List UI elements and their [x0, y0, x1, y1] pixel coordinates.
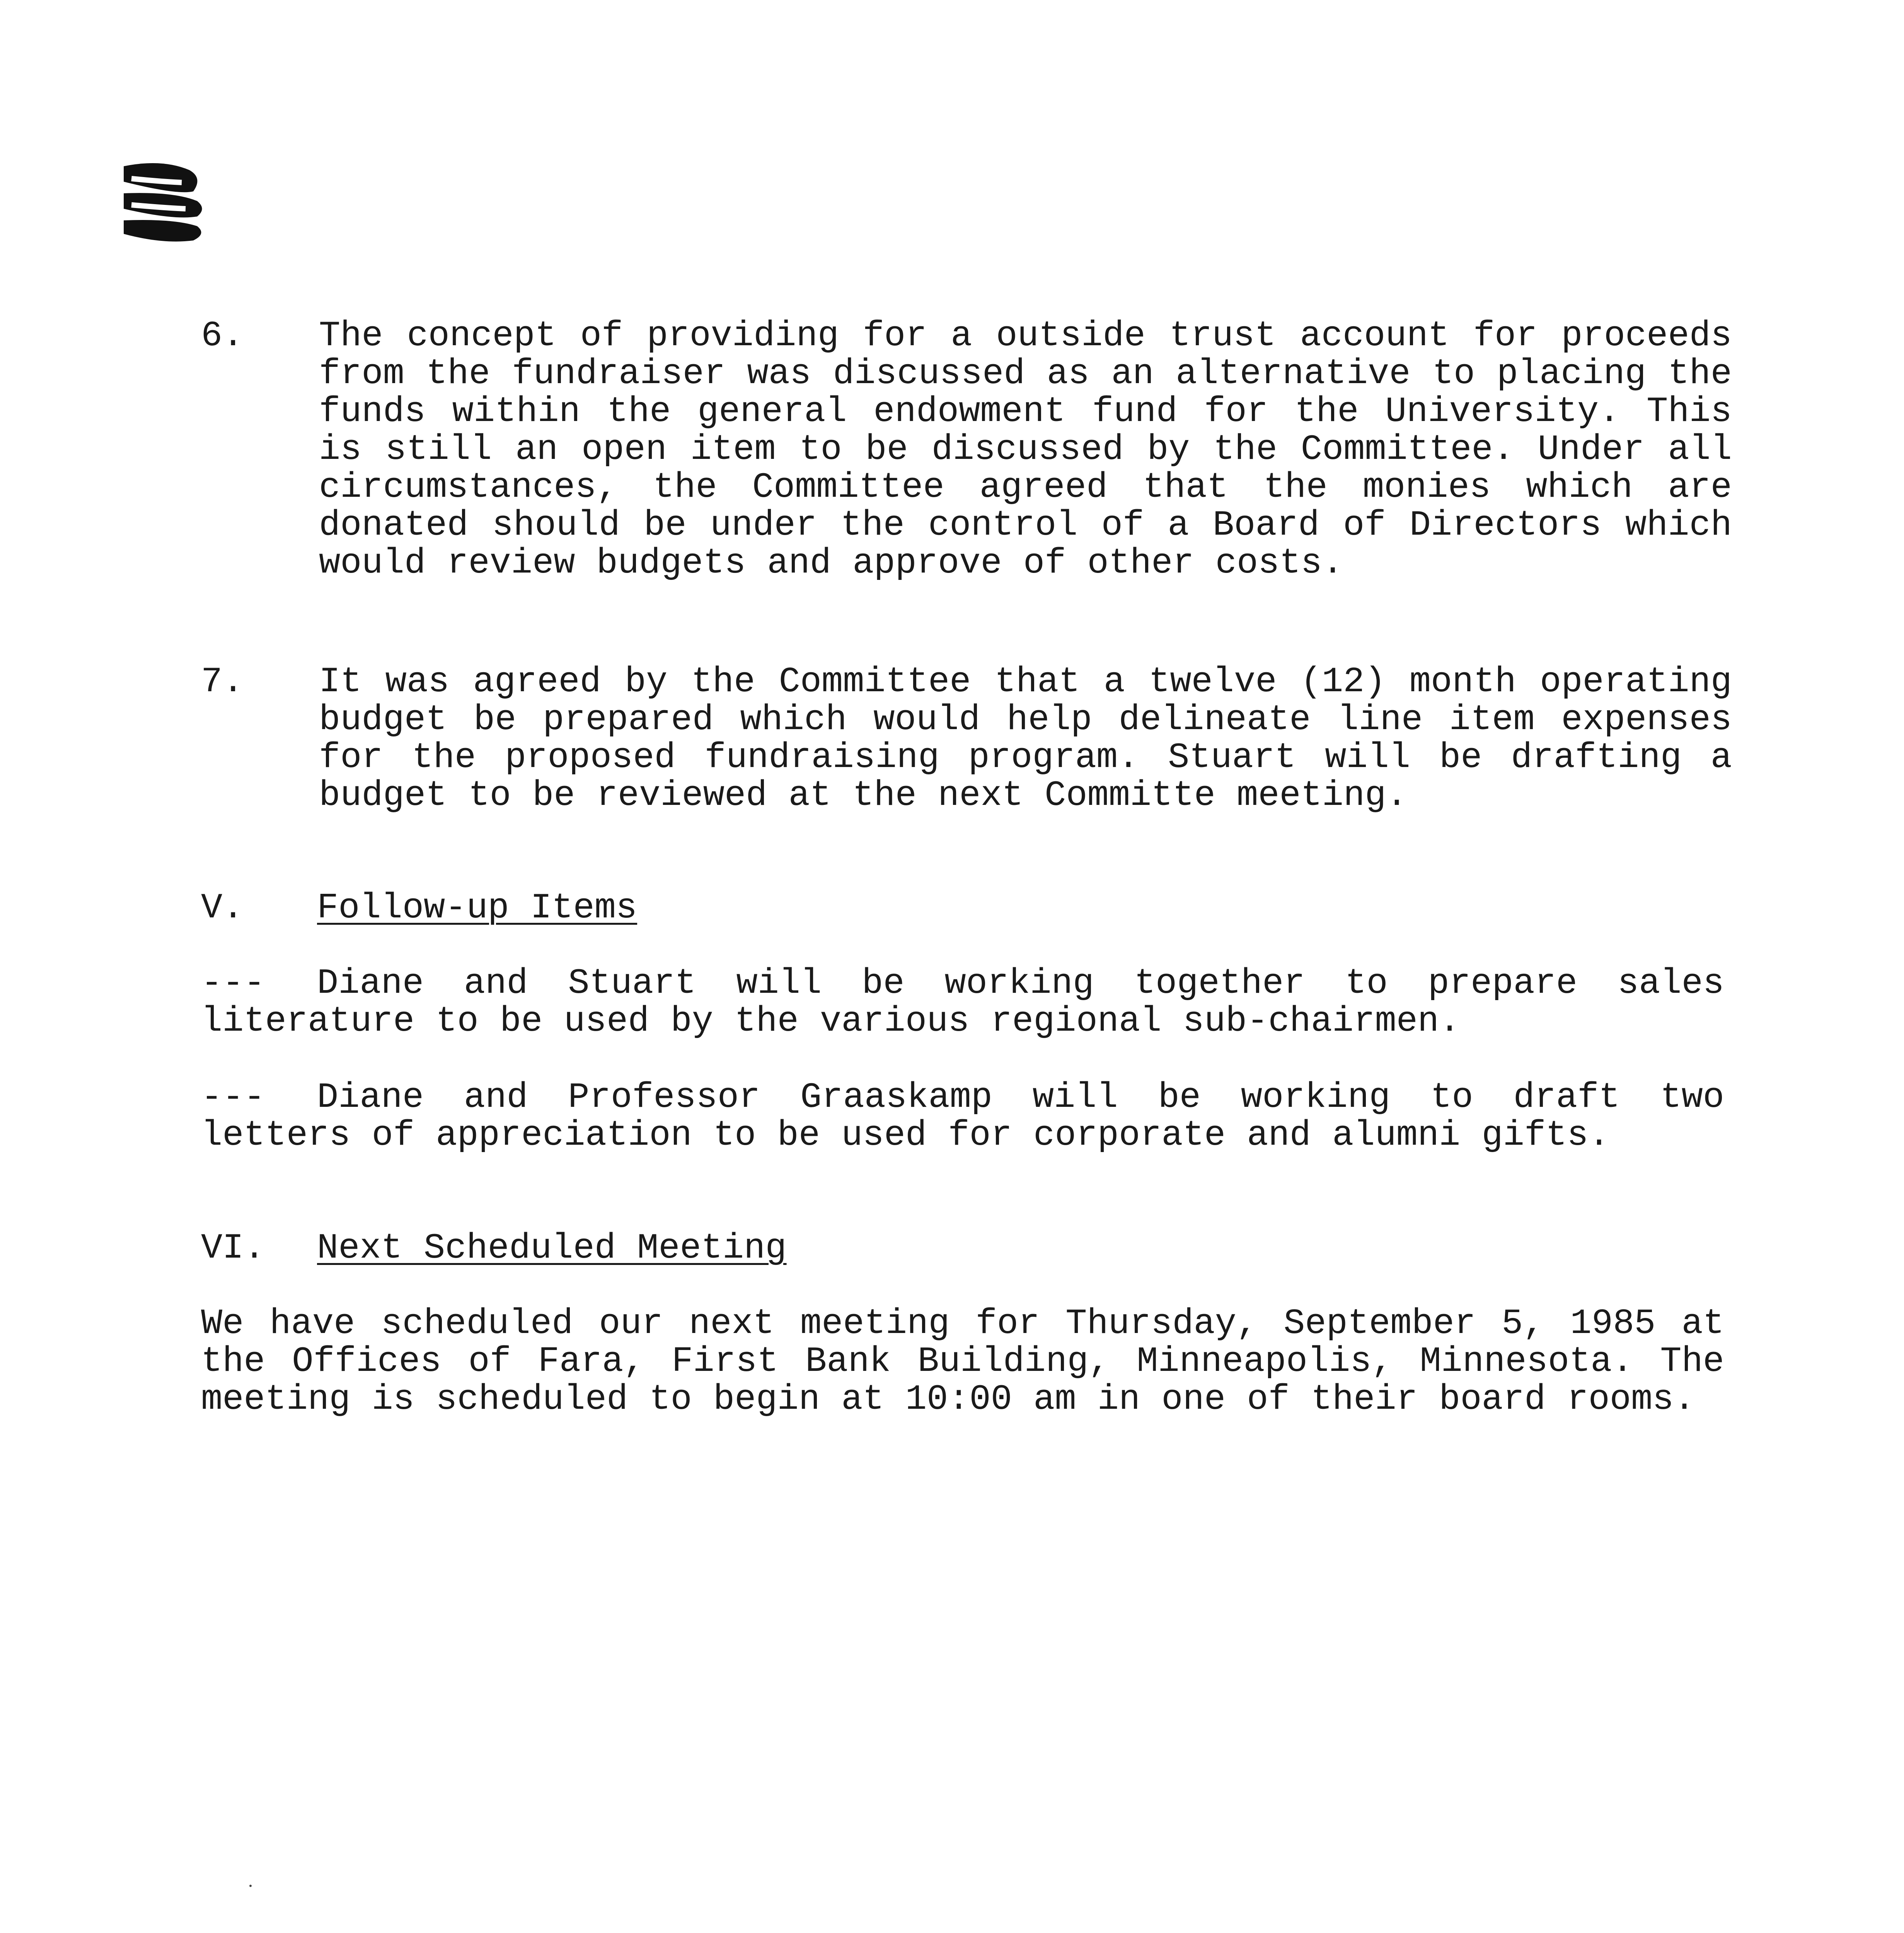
item-text: It was agreed by the Committee that a twelve (12) month operating budget be prepared which would help delineate line item expenses for the proposed fundraising program. Stuart will be drafting a budget to be reviewed at the next Committe meeting. — [319, 661, 1732, 816]
follow-up-entry — [201, 1079, 1724, 1154]
item-6 — [201, 317, 1732, 582]
section-number: V. — [201, 888, 244, 928]
item-text: The concept of providing for a outside trust account for proceeds from the fundraiser was discussed as an alternative to placing the funds within the general endowment fund for the University. This is still an open item to be discussed by the Committee. Under all circumstances, the Committee agreed that the monies which are donated should be under the control of a Board of Directors which would review budgets and approve of other costs. — [319, 315, 1732, 583]
scan-speck — [249, 1885, 252, 1887]
next-meeting-paragraph: We have scheduled our next meeting for Thursday, September 5, 1985 at the Offices of Fara, First Bank Building, Minneapolis, Minnesota. The meeting is scheduled to begin at 10:00 am in one of their board rooms. — [201, 1303, 1724, 1420]
section-title: Follow-up Items — [317, 888, 638, 928]
section-heading-follow-up — [201, 889, 637, 927]
section-heading-next-meeting — [201, 1229, 787, 1267]
entry-text: Diane and Professor Graaskamp will be working to draft two letters of appreciation to be used for corporate and alumni gifts. — [201, 1077, 1724, 1156]
item-7 — [201, 663, 1732, 815]
section-title: Next Scheduled Meeting — [317, 1228, 787, 1268]
item-number: 7. — [201, 661, 244, 702]
section-number: VI. — [201, 1228, 265, 1268]
entry-text: Diane and Stuart will be working together to prepare sales literature to be used by the various regional sub-chairmen. — [201, 963, 1724, 1042]
follow-up-entry — [201, 965, 1724, 1040]
dash-marker: --- — [201, 963, 265, 1004]
stacked-b-logo-icon — [116, 155, 209, 244]
item-number: 6. — [201, 315, 244, 356]
dash-marker: --- — [201, 1077, 265, 1118]
